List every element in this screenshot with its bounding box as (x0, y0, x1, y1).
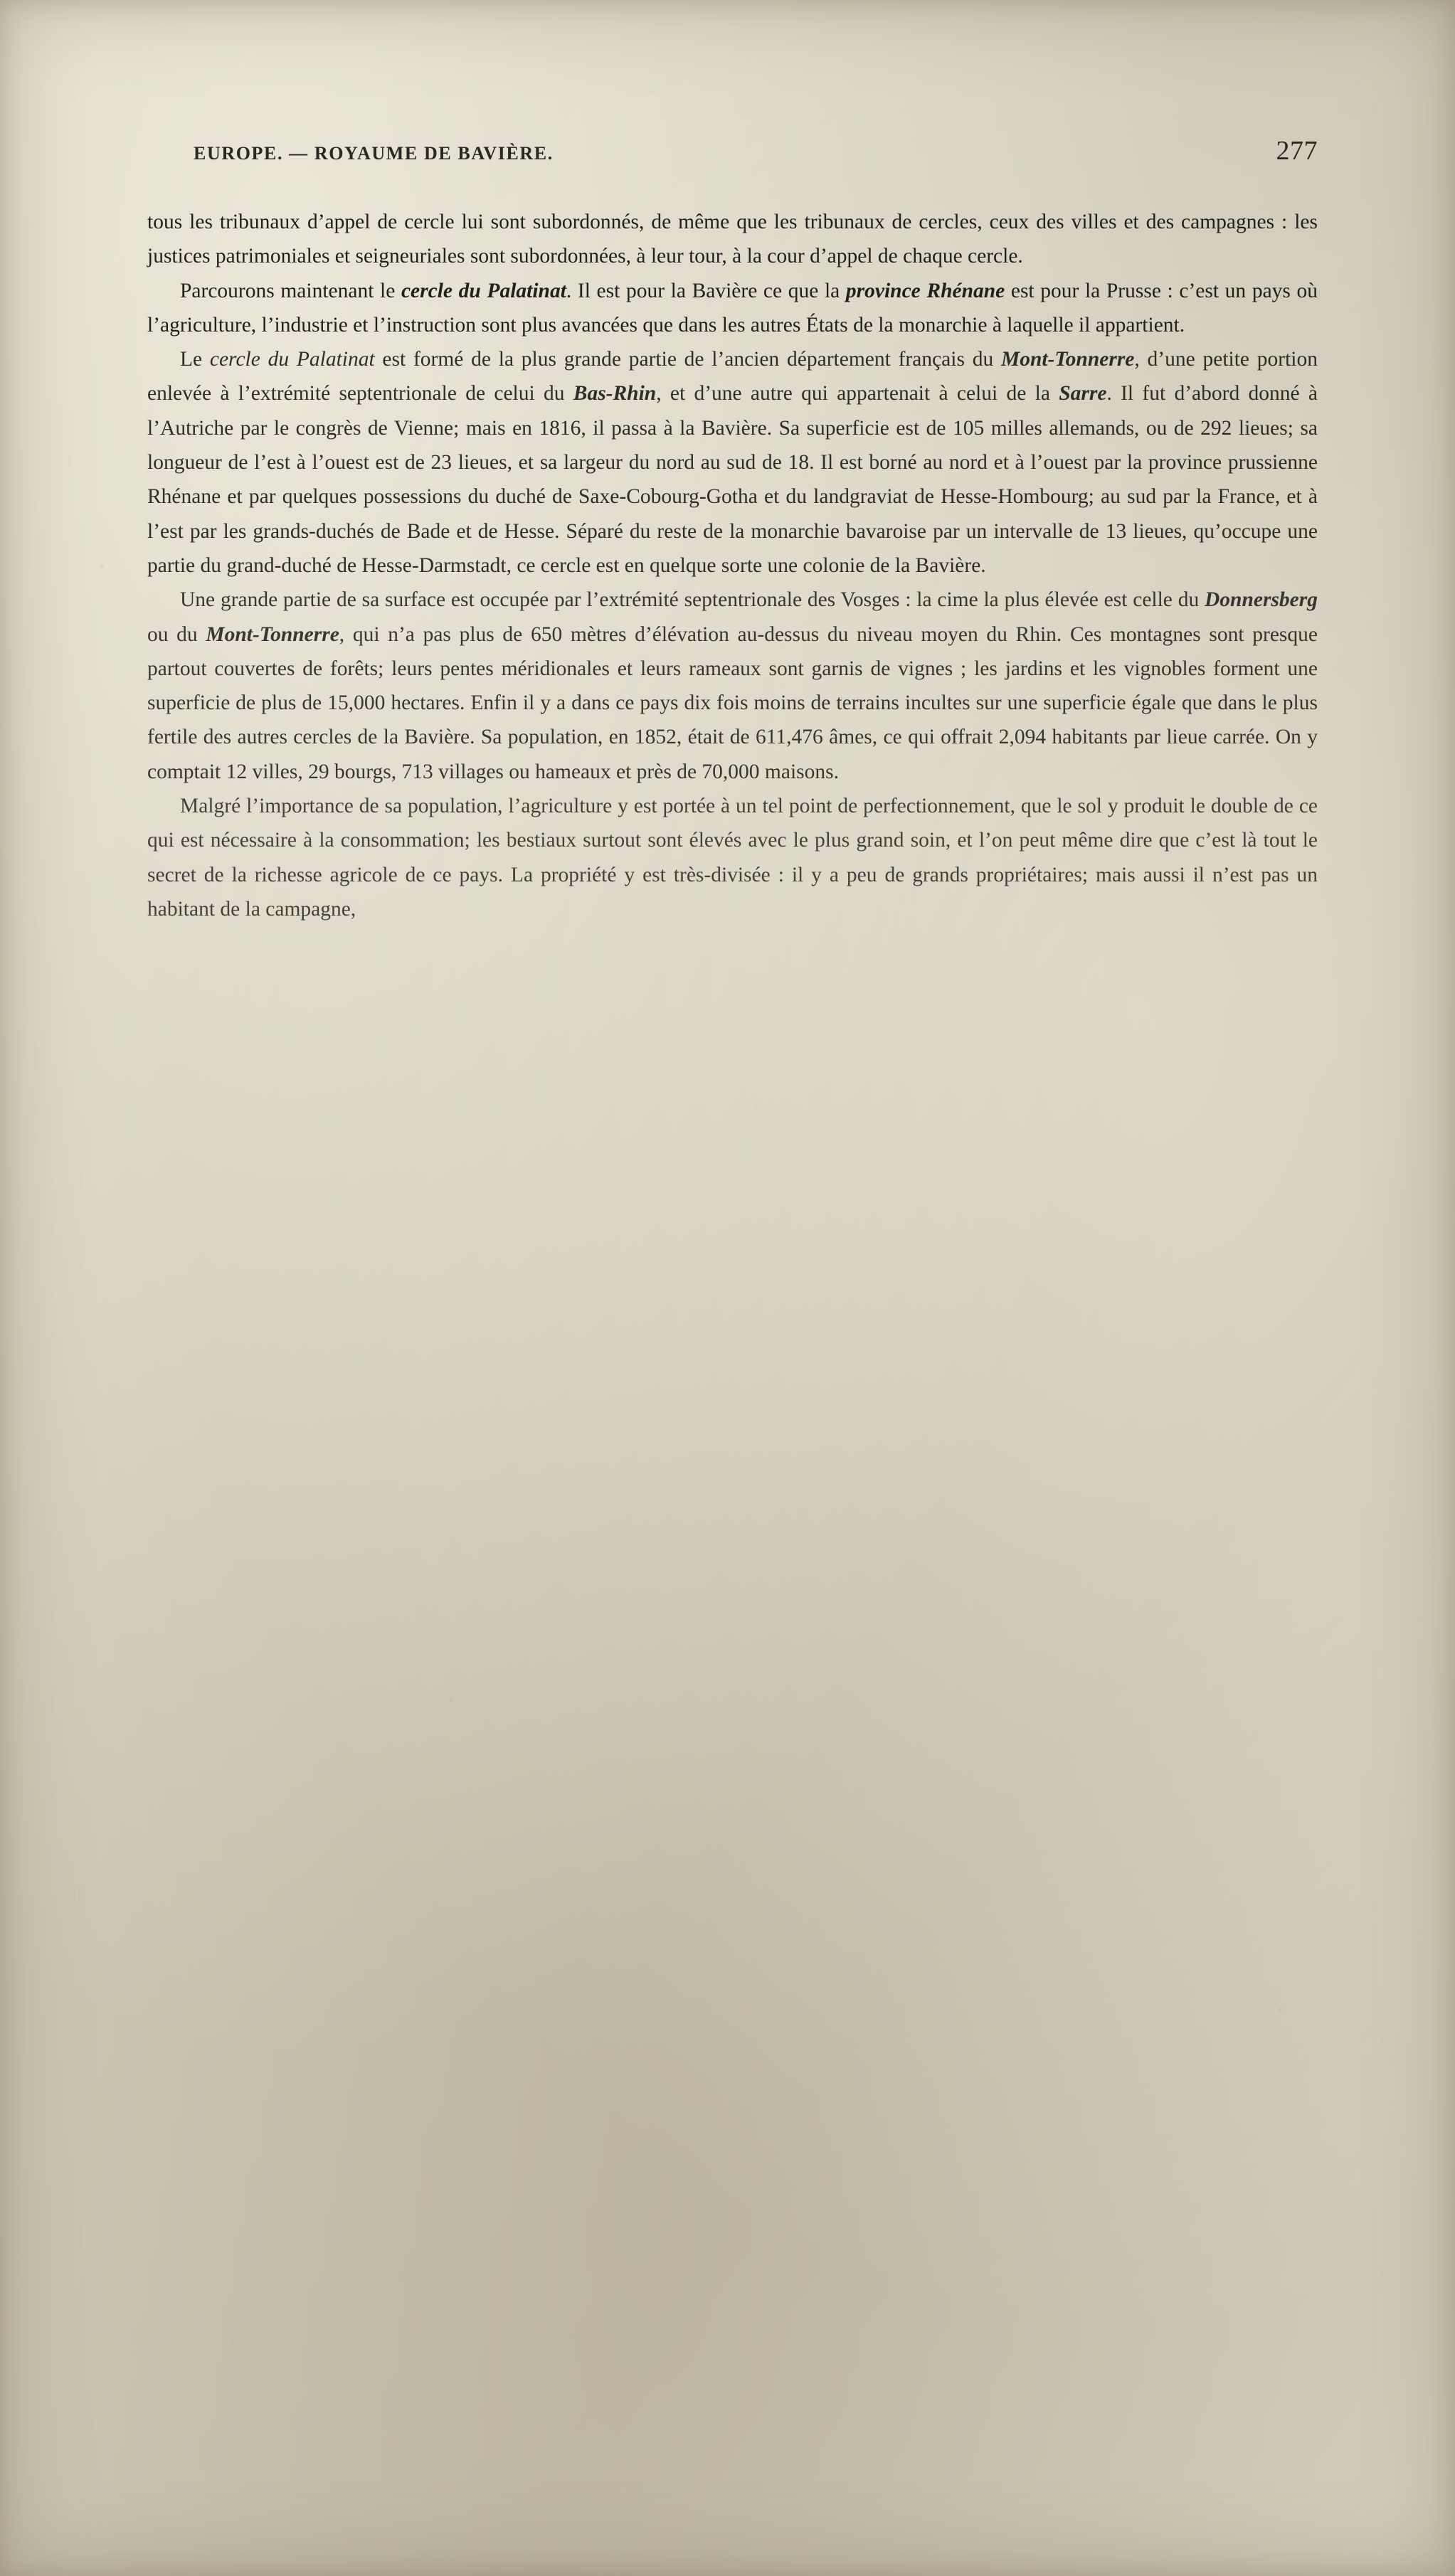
paragraph-2: Parcourons maintenant le cercle du Palatinat. Il est pour la Bavière ce que la province Rhénane est pour la Prusse : c’est un pays où l’agriculture, l’industrie et l’instruction sont plus avancées que dans les autres États de la monarchie à laquelle il appartient. (147, 279, 1318, 336)
term-sarre: Sarre (1059, 382, 1107, 406)
term-mont-tonnerre-2: Mont-Tonnerre (206, 622, 339, 646)
paragraph-4: Une grande partie de sa surface est occupée par l’extrémité septentrionale des Vosges : la cime la plus élevée est celle du Donnersberg ou du Mont-Tonnerre, qui n’a pas plus de 650 mètres d’élévation au-dessus du niveau moyen du Rhin. Ces montagnes sont presque partout couvertes de forêts; leurs pentes méridionales et leurs rameaux sont garnis de vignes ; les jardins et les vignobles forment une superficie de plus de 15,000 hectares. Enfin il y a dans ce pays dix fois moins de terrains incultes sur une superficie égale que dans le plus fertile des autres cercles de la Bavière. Sa population, en 1852, était de 611,476 âmes, ce qui offrait 2,094 habitants par lieue carrée. On y comptait 12 villes, 29 bourgs, 713 villages ou hameaux et près de 70,000 maisons. (147, 588, 1318, 783)
term-cercle-du-palatinat-2: cercle du Palatinat (209, 348, 375, 371)
paragraph-1: tous les tribunaux d’appel de cercle lui sont subordonnés, de même que les tribunaux de cercles, ceux des villes et des campagnes : les justices patrimoniales et seigneuriales sont subordonnées, à leur tour, à la cour d’appel de chaque cercle. (147, 211, 1318, 268)
term-donnersberg: Donnersberg (1205, 588, 1318, 612)
term-province-rhenane: province Rhénane (845, 279, 1005, 302)
page-content (147, 135, 1318, 926)
term-mont-tonnerre: Mont-Tonnerre (1000, 348, 1135, 371)
running-head-title: EUROPE. — ROYAUME DE BAVIÈRE. (194, 143, 554, 164)
term-bas-rhin: Bas-Rhin (573, 382, 657, 406)
body-text (147, 205, 1318, 926)
term-cercle-du-palatinat: cercle du Palatinat (401, 279, 566, 302)
paragraph-3: Le cercle du Palatinat est formé de la plus grande partie de l’ancien département français du Mont-Tonnerre, d’une petite portion enlevée à l’extrémité septentrionale de celui du Bas-Rhin, et d’une autre qui appartenait à celui de la Sarre. Il fut d’abord donné à l’Autriche par le congrès de Vienne; mais en 1816, il passa à la Bavière. Sa superficie est de 105 milles allemands, ou de 292 lieues; sa longueur de l’est à l’ouest est de 23 lieues, et sa largeur du nord au sud de 18. Il est borné au nord et à l’ouest par la province prussienne Rhénane et par quelques possessions du duché de Saxe-Cobourg-Gotha et du landgraviat de Hesse-Hombourg; au sud par la France, et à l’est par les grands-duchés de Bade et de Hesse. Séparé du reste de la monarchie bavaroise par un intervalle de 13 lieues, qu’occupe une partie du grand-duché de Hesse-Darmstadt, ce cercle est en quelque sorte une colonie de la Bavière. (147, 348, 1318, 577)
paragraph-5: Malgré l’importance de sa population, l’agriculture y est portée à un tel point de perfectionnement, que le sol y produit le double de ce qui est nécessaire à la consommation; les bestiaux surtout sont élevés avec le plus grand soin, et l’on peut même dire que c’est là tout le secret de la richesse agricole de ce pays. La propriété y est très-divisée : il y a peu de grands propriétaires; mais aussi il n’est pas un habitant de la campagne, (147, 795, 1318, 921)
page-number: 277 (1276, 136, 1318, 166)
running-head (147, 135, 1318, 166)
